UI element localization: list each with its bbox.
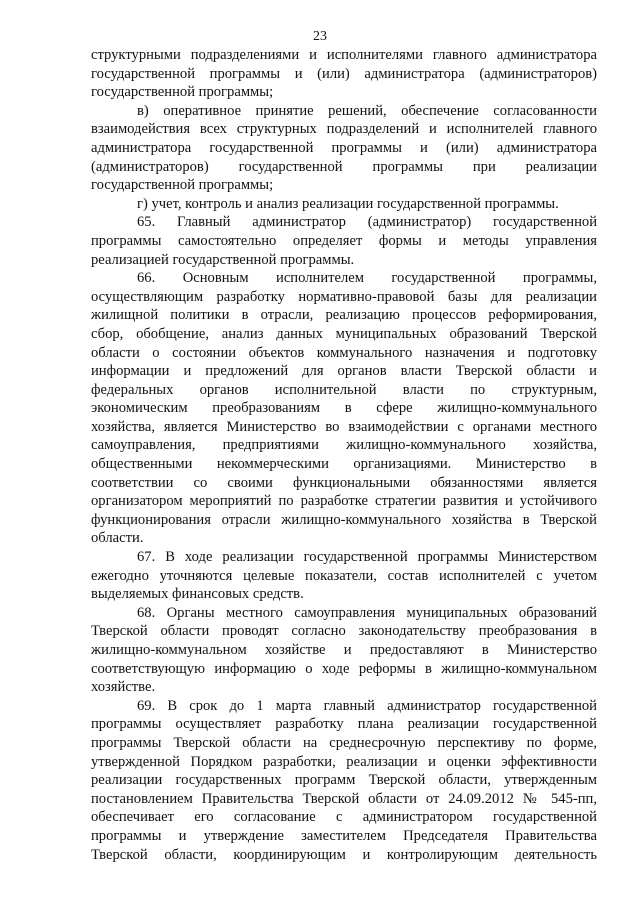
text-line: организатором мероприятий по разработке стратегии развития и устойчивого bbox=[91, 493, 597, 510]
text-line: программы Тверской области на среднесрочную перспективу по форме, bbox=[91, 734, 597, 751]
text-line: 66. Основным исполнителем государственной программы, bbox=[137, 270, 597, 287]
text-line: жилищно-коммунальном хозяйстве и предоставляют в Министерство bbox=[91, 642, 597, 658]
text-line: г) учет, контроль и анализ реализации государственной программы. bbox=[137, 195, 559, 212]
text-line: соответствующую информацию о ходе реформы в жилищно-коммунальном bbox=[91, 660, 597, 677]
text-line: соответствии со своими функциональными обязанностями является bbox=[91, 474, 597, 491]
paragraph-68 bbox=[91, 604, 597, 697]
text-line: 68. Органы местного самоуправления муниципальных образований bbox=[137, 604, 597, 621]
text-line: ежегодно уточняются целевые показатели, состав исполнителей с учетом bbox=[91, 567, 597, 584]
text-line: взаимодействия всех структурных подразделений и исполнителей главного bbox=[91, 121, 597, 138]
text-line: хозяйстве. bbox=[91, 679, 156, 696]
text-line: государственной программы; bbox=[91, 177, 274, 194]
paragraph-65 bbox=[91, 213, 597, 269]
text-line: администратора государственной программы и (или) администратора bbox=[91, 139, 597, 156]
text-line: выделяемых финансовых средств. bbox=[91, 586, 304, 603]
paragraph-69 bbox=[91, 697, 597, 864]
text-line: Тверской области, координирующим и контролирующим деятельность bbox=[91, 846, 597, 863]
paragraph-structural-units bbox=[91, 46, 597, 102]
text-line: (администраторов) государственной программы при реализации bbox=[91, 158, 597, 175]
text-line: структурными подразделениями и исполнителями главного администратора bbox=[91, 47, 597, 63]
text-line: программы самостоятельно определяет формы и методы управления bbox=[91, 232, 597, 249]
text-line: жилищной политики в отрасли, реализацию процессов реформирования, bbox=[91, 307, 597, 324]
text-line: реализацией государственной программы. bbox=[91, 251, 355, 268]
text-line: 65. Главный администратор (администратор) государственной bbox=[137, 214, 597, 231]
text-line: Тверской области проводят согласно законодательству преобразования в bbox=[91, 623, 597, 640]
text-line: экономическим преобразованиям в сфере жилищно-коммунального bbox=[91, 400, 597, 417]
text-line: информации и предложений для органов власти Тверской области и bbox=[91, 363, 597, 380]
text-line: осуществляющим разработку нормативно-правовой базы для реализации bbox=[91, 288, 597, 305]
text-line: 69. В срок до 1 марта главный администратор государственной bbox=[137, 697, 597, 714]
text-line: области о состоянии объектов коммунального назначения и подготовку bbox=[91, 344, 597, 361]
paragraph-67 bbox=[91, 548, 597, 604]
text-line: обеспечивает его согласование с администратором государственной bbox=[91, 809, 597, 826]
text-line: сбор, обобщение, анализ данных муниципальных образований Тверской bbox=[91, 325, 597, 342]
text-line: программы и утверждение заместителем Председателя Правительства bbox=[91, 827, 597, 844]
document-body bbox=[91, 46, 597, 864]
paragraph-item-g bbox=[91, 195, 597, 214]
page-number: 23 bbox=[313, 29, 327, 44]
paragraph-item-v bbox=[91, 102, 597, 195]
text-line: области. bbox=[91, 530, 144, 547]
text-line: программы осуществляет разработку плана реализации государственной bbox=[91, 716, 597, 733]
text-line: федеральных органов исполнительной власти по структурным, bbox=[91, 381, 597, 398]
text-line: функционирования отрасли жилищно-коммунального хозяйства в Тверской bbox=[91, 511, 597, 528]
paragraph-66 bbox=[91, 269, 597, 548]
text-line: 67. В ходе реализации государственной программы Министерством bbox=[137, 549, 597, 566]
text-line: государственной программы и (или) администратора (администраторов) bbox=[91, 65, 597, 82]
text-line: государственной программы; bbox=[91, 84, 274, 101]
text-line: в) оперативное принятие решений, обеспечение согласованности bbox=[137, 102, 597, 119]
text-line: самоуправления, предприятиями жилищно-коммунального хозяйства, bbox=[91, 437, 597, 454]
text-line: утвержденной Порядком разработки, реализации и оценки эффективности bbox=[91, 753, 597, 770]
text-line: хозяйства, является Министерство во взаимодействии с органами местного bbox=[91, 418, 597, 435]
text-line: реализации государственных программ Тверской области, утвержденным bbox=[91, 772, 597, 789]
text-line: общественными некоммерческими организациями. Министерство в bbox=[91, 456, 597, 473]
text-line: постановлением Правительства Тверской области от 24.09.2012 № 545-пп, bbox=[91, 790, 597, 807]
